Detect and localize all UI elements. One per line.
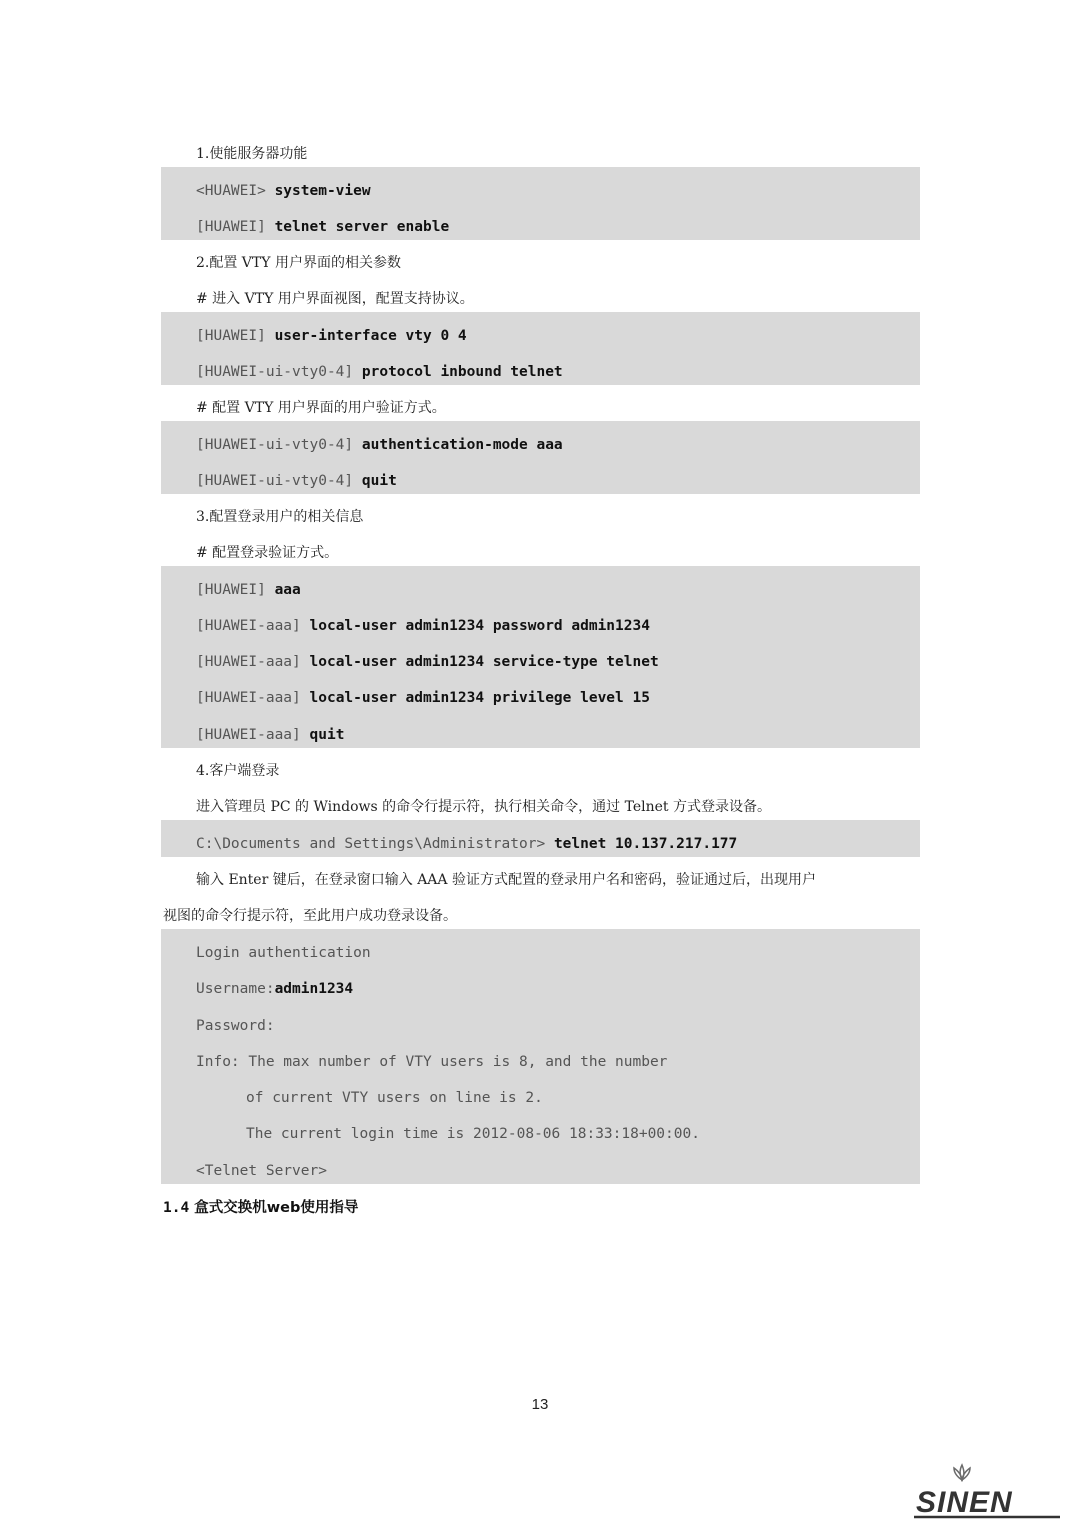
info-line-3: The current login time is 2012-08-06 18:33:18+00:00.: [246, 1126, 700, 1142]
svg-text:SINEN: SINEN: [916, 1486, 1013, 1519]
password-line: Password:: [196, 1018, 275, 1034]
code-line: [HUAWEI-ui-vty0-4] authentication-mode aaa: [196, 437, 563, 453]
login-line: Login authentication: [196, 945, 371, 961]
code-line: <HUAWEI> system-view: [196, 183, 371, 199]
step-4-note-a: 进入管理员 PC 的 Windows 的命令行提示符，执行相关命令，通过 Telnet 方式登录设备。: [196, 799, 771, 815]
code-line: C:\Documents and Settings\Administrator> telnet 10.137.217.177: [196, 836, 738, 852]
step-1-label: 1.使能服务器功能: [196, 146, 308, 162]
code-line: [HUAWEI-aaa] local-user admin1234 service-type telnet: [196, 654, 659, 670]
info-line-1: Info: The max number of VTY users is 8, and the number: [196, 1054, 668, 1070]
telnet-prompt-line: <Telnet Server>: [196, 1163, 327, 1179]
sinen-logo: [910, 1462, 1070, 1522]
page-number: 13: [531, 1396, 549, 1413]
code-line: [HUAWEI-ui-vty0-4] protocol inbound telnet: [196, 364, 563, 380]
code-line: [HUAWEI-aaa] local-user admin1234 privilege level 15: [196, 690, 650, 706]
code-line: [HUAWEI] aaa: [196, 582, 301, 598]
step-2-label: 2.配置 VTY 用户界面的相关参数: [196, 255, 401, 271]
step-4-label: 4.客户端登录: [196, 763, 280, 779]
code-line: [HUAWEI-aaa] local-user admin1234 password admin1234: [196, 618, 650, 634]
step-4-note-b-line1: 输入 Enter 键后，在登录窗口输入 AAA 验证方式配置的登录用户名和密码，验证通过后，出现用户: [196, 872, 816, 888]
step-3-note-a: # 配置登录验证方式。: [196, 545, 339, 561]
step-3-label: 3.配置登录用户的相关信息: [196, 509, 364, 525]
username-line: Username:admin1234: [196, 981, 354, 997]
section-heading: 1.4 盒式交换机web使用指导: [163, 1200, 359, 1216]
code-line: [HUAWEI-ui-vty0-4] quit: [196, 473, 397, 489]
code-line: [HUAWEI] user-interface vty 0 4: [196, 328, 467, 344]
info-line-2: of current VTY users on line is 2.: [246, 1090, 543, 1106]
step-4-note-b-line2: 视图的命令行提示符，至此用户成功登录设备。: [163, 908, 457, 924]
code-line: [HUAWEI] telnet server enable: [196, 219, 450, 235]
step-2-note-b: # 配置 VTY 用户界面的用户验证方式。: [196, 400, 446, 416]
step-2-note-a: # 进入 VTY 用户界面视图，配置支持协议。: [196, 291, 474, 307]
code-line: [HUAWEI-aaa] quit: [196, 727, 345, 743]
